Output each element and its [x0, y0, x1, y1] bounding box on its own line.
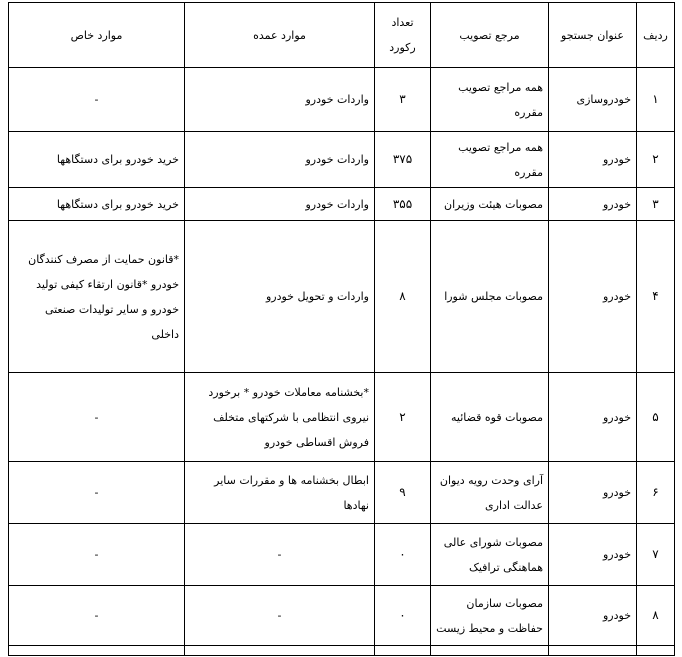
- table-row-cut-off: [9, 646, 675, 656]
- special-items-cell: خرید خودرو برای دستگاهها: [9, 132, 185, 188]
- special-items-cell: -: [9, 462, 185, 524]
- search-title-cell: خودرو: [549, 373, 637, 462]
- table-row: [9, 524, 675, 586]
- header-main-items: موارد عمده: [185, 3, 375, 68]
- search-title-cell: خودرو: [549, 132, 637, 188]
- header-approval-ref: مرجع تصویب: [431, 3, 549, 68]
- search-title-cell: خودرو: [549, 586, 637, 646]
- search-title-cell: خودرو: [549, 188, 637, 221]
- record-count-cell: ۰: [375, 524, 431, 586]
- table-row: [9, 586, 675, 646]
- main-items-cell: واردات خودرو: [185, 132, 375, 188]
- row-number: ۴: [637, 221, 675, 373]
- row-number: ۵: [637, 373, 675, 462]
- record-count-cell: ۹: [375, 462, 431, 524]
- table-row: [9, 373, 675, 462]
- approval-ref-cell: همه مراجع تصویب مقرره: [431, 132, 549, 188]
- row-number: ۲: [637, 132, 675, 188]
- row-number: ۱: [637, 68, 675, 132]
- header-record-count: تعداد رکورد: [375, 3, 431, 68]
- main-items-cell: ابطال بخشنامه ها و مقررات سایر نهادها: [185, 462, 375, 524]
- approval-ref-cell: مصوبات سازمان حفاظت و محیط زیست: [431, 586, 549, 646]
- row-number: ۷: [637, 524, 675, 586]
- approval-ref-cell: مصوبات مجلس شورا: [431, 221, 549, 373]
- row-number: ۸: [637, 586, 675, 646]
- record-count-cell: ۳۷۵: [375, 132, 431, 188]
- approval-ref-cell: همه مراجع تصویب مقرره: [431, 68, 549, 132]
- table-row: [9, 132, 675, 188]
- record-count-cell: ۰: [375, 586, 431, 646]
- search-title-cell: خودرو: [549, 462, 637, 524]
- special-items-cell: -: [9, 373, 185, 462]
- special-items-cell: -: [9, 586, 185, 646]
- approval-ref-cell: مصوبات شورای عالی هماهنگی ترافیک: [431, 524, 549, 586]
- record-count-cell: ۲: [375, 373, 431, 462]
- special-items-cell: -: [9, 524, 185, 586]
- search-title-cell: خودرو: [549, 221, 637, 373]
- main-items-cell: *بخشنامه معاملات خودرو * برخورد نیروی انتظامی با شرکتهای متخلف فروش اقساطی خودرو: [185, 373, 375, 462]
- row-number: ۳: [637, 188, 675, 221]
- table-row: [9, 68, 675, 132]
- row-number: ۶: [637, 462, 675, 524]
- header-row: [9, 3, 675, 68]
- table-row: [9, 221, 675, 373]
- record-count-cell: ۳: [375, 68, 431, 132]
- header-special-items: موارد خاص: [9, 3, 185, 68]
- record-count-cell: ۸: [375, 221, 431, 373]
- approval-ref-cell: مصوبات قوه قضائیه: [431, 373, 549, 462]
- record-count-cell: ۳۵۵: [375, 188, 431, 221]
- search-title-cell: خودروسازی: [549, 68, 637, 132]
- main-items-cell: -: [185, 524, 375, 586]
- main-items-cell: واردات خودرو: [185, 68, 375, 132]
- main-items-cell: واردات خودرو: [185, 188, 375, 221]
- special-items-cell: *قانون حمایت از مصرف کنندگان خودرو *قانون ارتقاء کیفی تولید خودرو و سایر تولیدات صنعتی داخلی: [9, 221, 185, 373]
- header-search-title: عنوان جستجو: [549, 3, 637, 68]
- header-row-no: ردیف: [637, 3, 675, 68]
- special-items-cell: -: [9, 68, 185, 132]
- approval-ref-cell: آرای وحدت رویه دیوان عدالت اداری: [431, 462, 549, 524]
- main-items-cell: -: [185, 586, 375, 646]
- search-results-table: [8, 2, 675, 656]
- approval-ref-cell: مصوبات هیئت وزیران: [431, 188, 549, 221]
- search-title-cell: خودرو: [549, 524, 637, 586]
- main-items-cell: واردات و تحویل خودرو: [185, 221, 375, 373]
- special-items-cell: خرید خودرو برای دستگاهها: [9, 188, 185, 221]
- table-row: [9, 462, 675, 524]
- table-row: [9, 188, 675, 221]
